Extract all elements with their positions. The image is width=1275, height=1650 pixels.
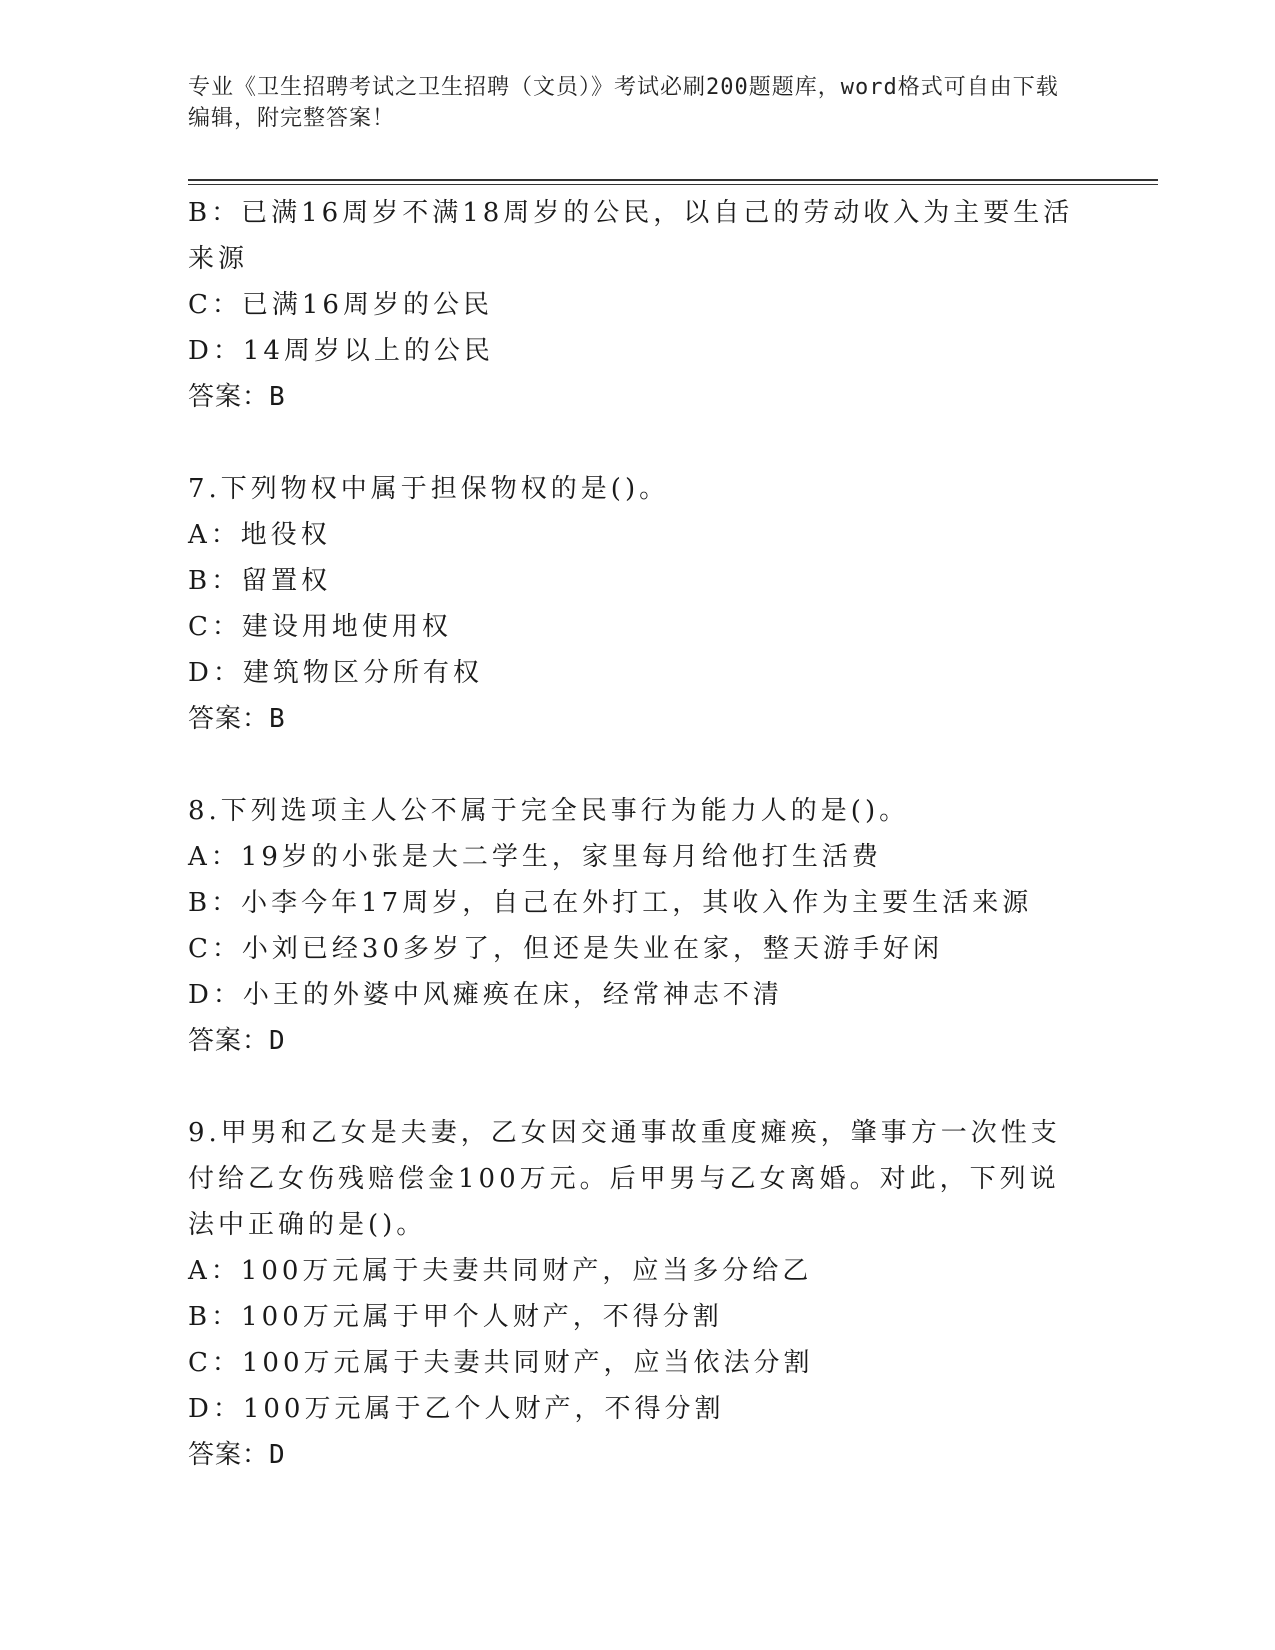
option-c: C：100万元属于夫妻共同财产，应当依法分割	[188, 1348, 814, 1378]
question-block-8	[188, 788, 1088, 1064]
question-block-9	[188, 1110, 1088, 1478]
answer-line: 答案：D	[188, 1440, 286, 1470]
question-stem: 9.甲男和乙女是夫妻，乙女因交通事故重度瘫痪，肇事方一次性支付给乙女伤残赔偿金100万元。后甲男与乙女离婚。对此，下列说法中正确的是()。	[188, 1118, 1061, 1240]
option-d: D：小王的外婆中风瘫痪在床，经常神志不清	[188, 980, 783, 1010]
question-list	[188, 190, 1088, 1478]
option-d: D：14周岁以上的公民	[188, 336, 494, 366]
option-c: C：已满16周岁的公民	[188, 290, 493, 320]
option-b: B：留置权	[188, 566, 332, 596]
document-header: 专业《卫生招聘考试之卫生招聘（文员）》考试必刷200题题库，word格式可自由下载编辑，附完整答案！	[188, 75, 1059, 131]
option-b: B：100万元属于甲个人财产，不得分割	[188, 1302, 723, 1332]
question-stem: 8.下列选项主人公不属于完全民事行为能力人的是()。	[188, 796, 910, 826]
header-rule-thin	[188, 184, 1158, 185]
header-rule-thick	[188, 179, 1158, 181]
answer-line: 答案：B	[188, 382, 286, 412]
option-a: A：地役权	[188, 520, 331, 550]
question-block-6	[188, 190, 1088, 420]
answer-line: 答案：D	[188, 1026, 286, 1056]
answer-line: 答案：B	[188, 704, 286, 734]
option-b: B：已满16周岁不满18周岁的公民，以自己的劳动收入为主要生活来源	[188, 198, 1074, 274]
option-d: D：建筑物区分所有权	[188, 658, 483, 688]
question-stem: 7.下列物权中属于担保物权的是()。	[188, 474, 670, 504]
option-c: C：小刘已经30多岁了，但还是失业在家，整天游手好闲	[188, 934, 943, 964]
option-d: D：100万元属于乙个人财产，不得分割	[188, 1394, 725, 1424]
question-block-7	[188, 466, 1088, 742]
option-a: A：19岁的小张是大二学生，家里每月给他打生活费	[188, 842, 882, 872]
option-a: A：100万元属于夫妻共同财产，应当多分给乙	[188, 1256, 813, 1286]
option-c: C：建设用地使用权	[188, 612, 452, 642]
option-b: B：小李今年17周岁，自己在外打工，其收入作为主要生活来源	[188, 888, 1033, 918]
